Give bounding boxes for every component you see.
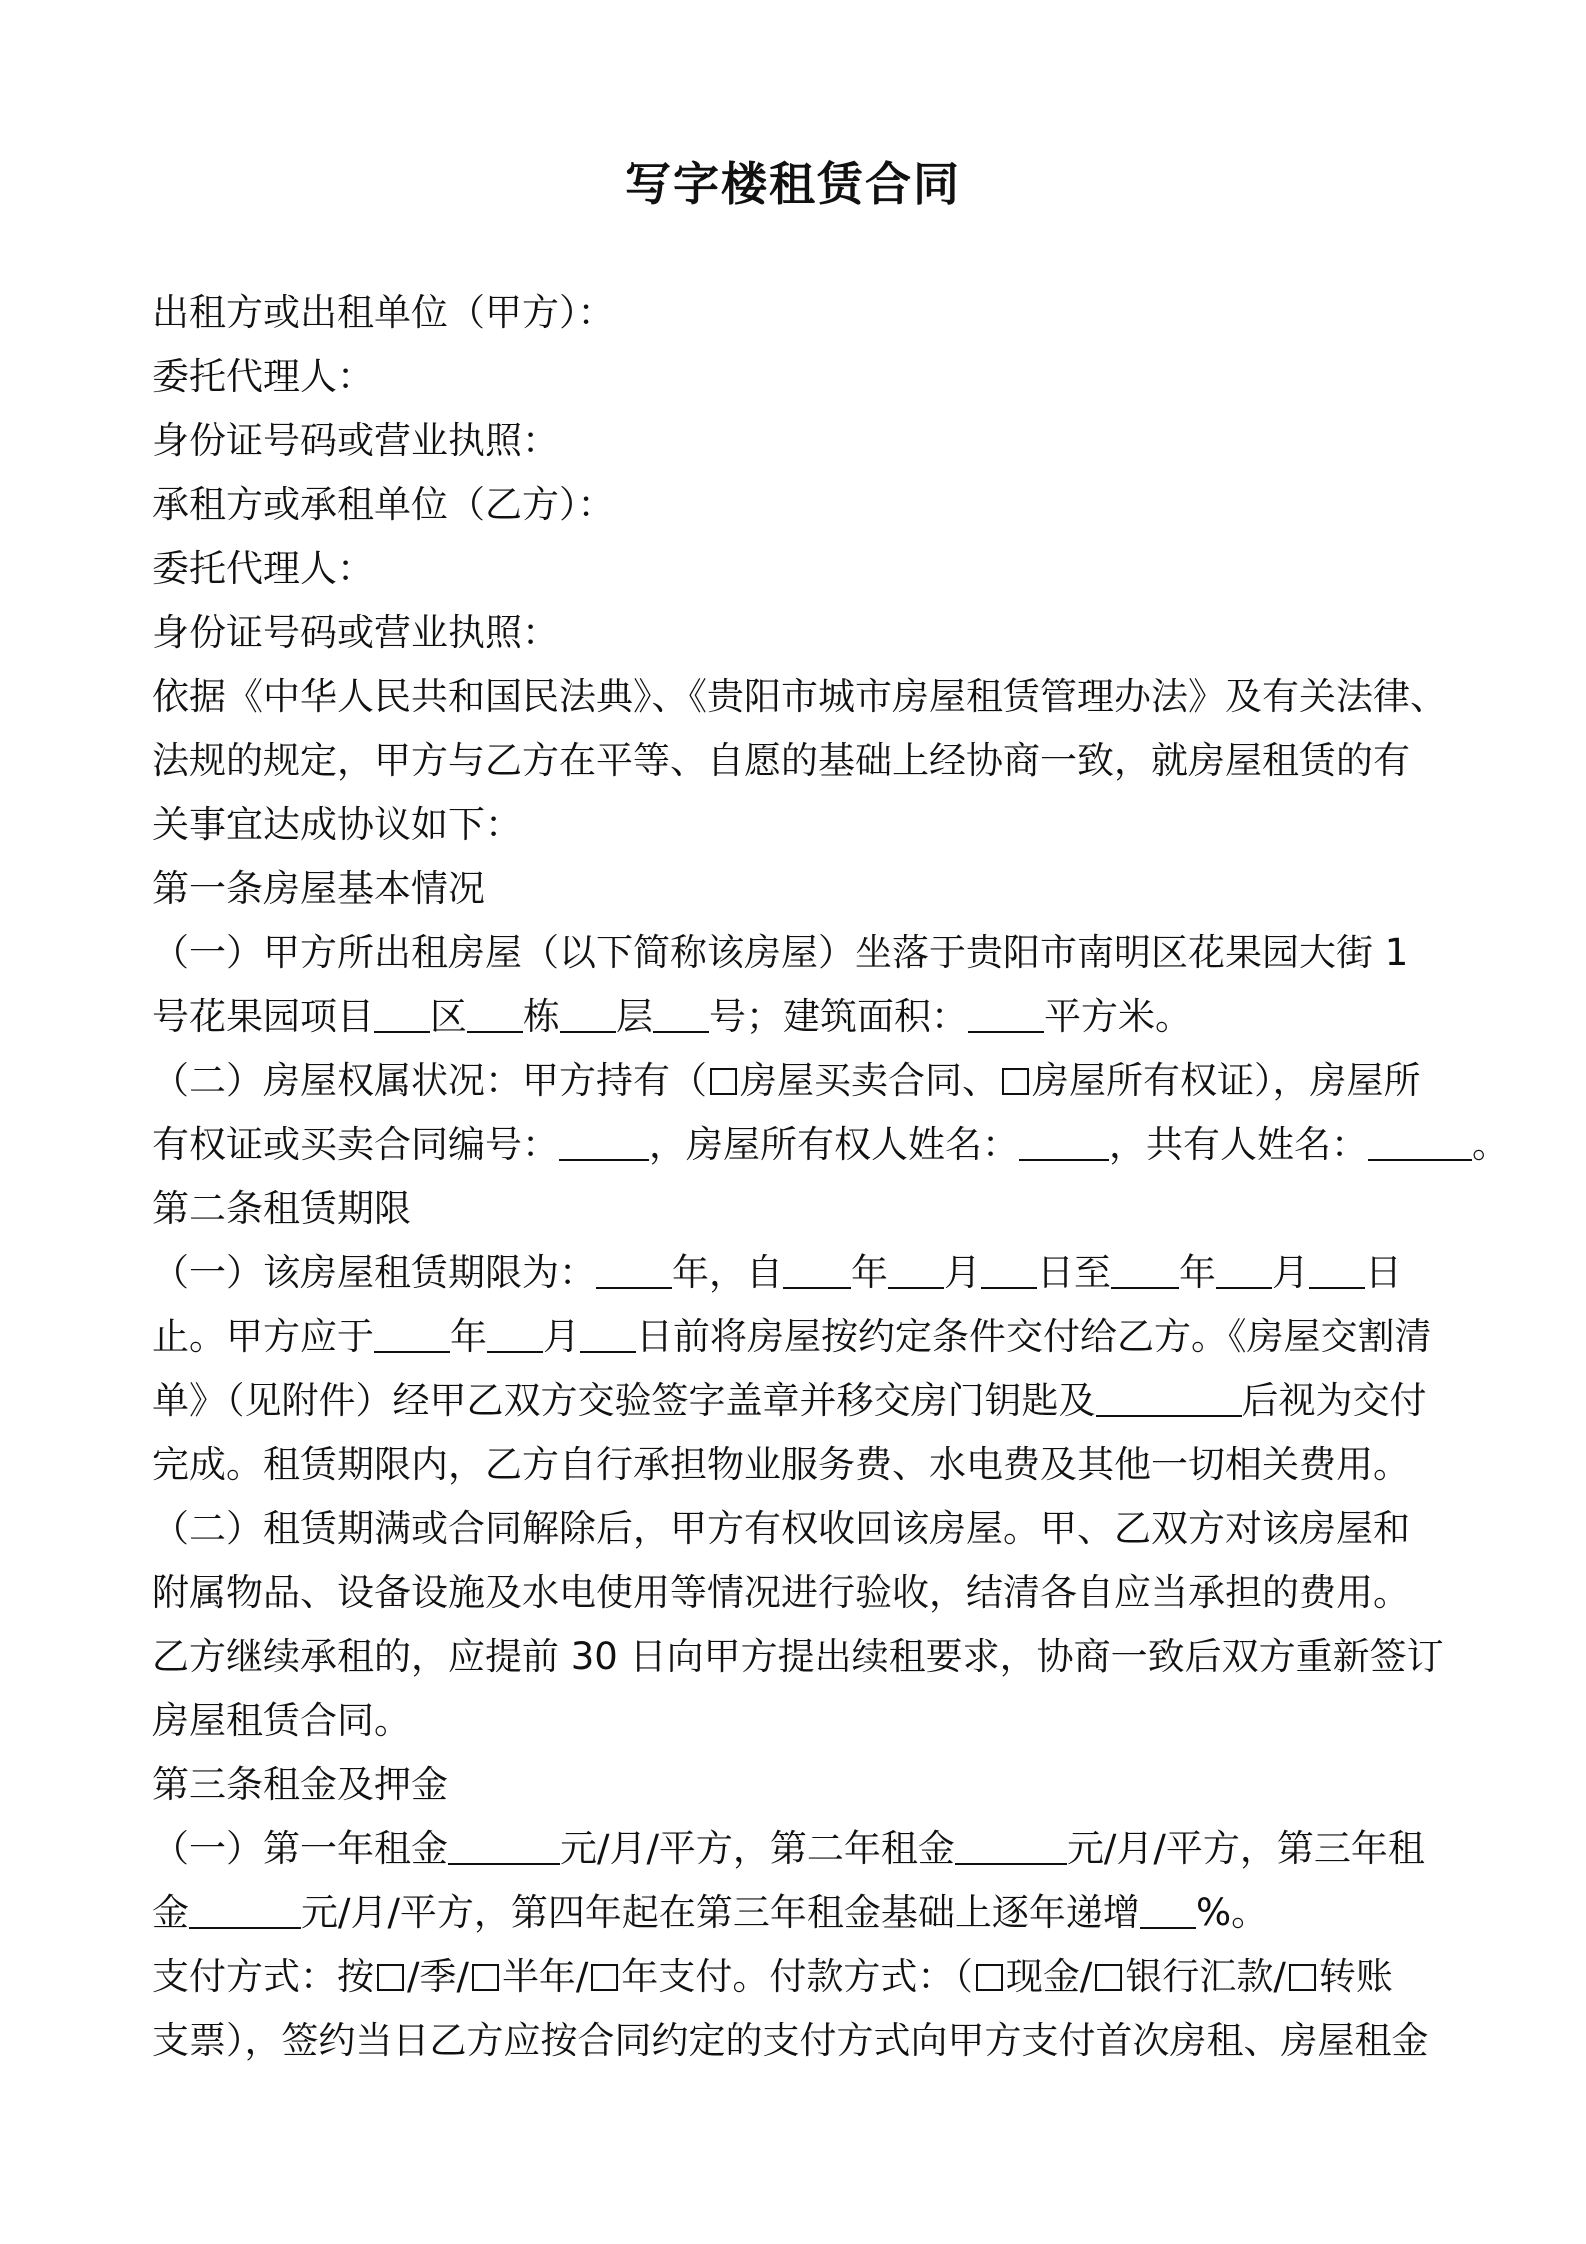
fill-in-blank[interactable]	[580, 1317, 636, 1353]
line-text: 日至	[1037, 1251, 1111, 1294]
line-text: 年支付。付款方式：（	[621, 1955, 973, 1998]
line-text: 月	[1272, 1251, 1309, 1294]
line-text: 区	[430, 995, 467, 1038]
line-text: 银行汇款/	[1125, 1955, 1286, 1998]
line-text: 层	[616, 995, 653, 1038]
checkbox[interactable]	[1095, 1964, 1122, 1991]
fill-in-blank[interactable]	[1368, 1125, 1472, 1161]
fill-in-blank[interactable]	[1019, 1125, 1109, 1161]
line-text: 元/月/平方，第二年租金	[560, 1827, 955, 1870]
fill-in-blank[interactable]	[1216, 1253, 1272, 1289]
contract-line: 关事宜达成协议如下：	[152, 803, 522, 846]
fill-in-blank[interactable]	[955, 1829, 1067, 1865]
fill-in-blank[interactable]	[1309, 1253, 1365, 1289]
line-text: ，共有人姓名：	[1109, 1123, 1368, 1166]
contract-line: （一）甲方所出租房屋（以下简称该房屋）坐落于贵阳市南明区花果园大街 1	[152, 931, 1409, 974]
fill-in-blank[interactable]	[374, 1317, 450, 1353]
fill-in-blank[interactable]	[1140, 1893, 1196, 1929]
line-text: 平方米。	[1044, 995, 1192, 1038]
fill-in-blank[interactable]	[1096, 1381, 1242, 1417]
fill-in-blank[interactable]	[783, 1253, 851, 1289]
contract-line: 委托代理人：	[152, 355, 374, 398]
line-text: 日	[1365, 1251, 1402, 1294]
fill-in-blank[interactable]	[374, 997, 430, 1033]
line-text: 号花果园项目	[152, 995, 374, 1038]
line-text: （二）房屋权属状况：甲方持有（	[152, 1059, 707, 1102]
line-text: 日前将房屋按约定条件交付给乙方。《房屋交割清	[636, 1315, 1432, 1358]
line-text: %。	[1195, 1891, 1269, 1934]
fill-in-blank[interactable]	[968, 997, 1044, 1033]
fill-in-blank[interactable]	[487, 1317, 543, 1353]
fill-in-blank[interactable]	[467, 997, 523, 1033]
line-text: 年，自	[672, 1251, 783, 1294]
contract-body	[152, 281, 1509, 2073]
contract-line: 承租方或承租单位（乙方）：	[152, 483, 615, 526]
contract-line	[152, 1241, 1452, 1305]
fill-in-blank[interactable]	[888, 1253, 944, 1289]
line-text: 号；建筑面积：	[709, 995, 968, 1038]
contract-line: 身份证号码或营业执照：	[152, 611, 559, 654]
line-text: 后视为交付	[1241, 1379, 1427, 1422]
contract-line: 支票），签约当日乙方应按合同约定的支付方式向甲方支付首次房租、房屋租金	[152, 2019, 1429, 2062]
line-text: 转账	[1318, 1955, 1393, 1998]
line-text: 半年/	[501, 1955, 589, 1998]
line-text: 月	[944, 1251, 981, 1294]
line-text: 止。甲方应于	[152, 1315, 374, 1358]
line-text: 支付方式：按	[152, 1955, 374, 1998]
contract-line	[152, 1369, 1452, 1433]
line-text: 。	[1472, 1123, 1509, 1166]
line-text: 有权证或买卖合同编号：	[152, 1123, 559, 1166]
fill-in-blank[interactable]	[653, 997, 709, 1033]
line-text: （一）该房屋租赁期限为：	[152, 1251, 596, 1294]
contract-line	[152, 1881, 1452, 1945]
line-text: 房屋所有权证），房屋所	[1032, 1059, 1421, 1102]
contract-line	[152, 985, 1452, 1049]
contract-line	[152, 1945, 1452, 2009]
fill-in-blank[interactable]	[1111, 1253, 1179, 1289]
fill-in-blank[interactable]	[560, 997, 616, 1033]
contract-line: 法规的规定，甲方与乙方在平等、自愿的基础上经协商一致，就房屋租赁的有	[152, 739, 1410, 782]
fill-in-blank[interactable]	[189, 1893, 301, 1929]
contract-line: 依据《中华人民共和国民法典》、《贵阳市城市房屋租赁管理办法》及有关法律、	[152, 675, 1447, 718]
line-text: 房屋买卖合同、	[740, 1059, 999, 1102]
contract-line: 出租方或出租单位（甲方）：	[152, 291, 615, 334]
line-text: 年	[1179, 1251, 1216, 1294]
contract-line	[152, 1113, 1509, 1177]
fill-in-blank[interactable]	[448, 1829, 560, 1865]
line-text: 年	[851, 1251, 888, 1294]
line-text: 元/月/平方，第三年租	[1066, 1827, 1425, 1870]
checkbox[interactable]	[1289, 1964, 1316, 1991]
contract-line: 完成。租赁期限内，乙方自行承担物业服务费、水电费及其他一切相关费用。	[152, 1443, 1410, 1486]
checkbox[interactable]	[1002, 1068, 1029, 1095]
line-text: 栋	[523, 995, 560, 1038]
contract-line	[152, 1049, 1452, 1113]
contract-line	[152, 1305, 1452, 1369]
contract-line: 乙方继续承租的，应提前 30 日向甲方提出续租要求，协商一致后双方重新签订	[152, 1635, 1444, 1678]
checkbox[interactable]	[377, 1964, 404, 1991]
contract-line	[152, 1817, 1452, 1881]
line-text: 元/月/平方，第四年起在第三年租金基础上逐年递增	[301, 1891, 1140, 1934]
fill-in-blank[interactable]	[596, 1253, 672, 1289]
checkbox[interactable]	[710, 1068, 737, 1095]
checkbox[interactable]	[472, 1964, 499, 1991]
contract-line: 委托代理人：	[152, 547, 374, 590]
line-text: 年	[450, 1315, 487, 1358]
contract-line: （二）租赁期满或合同解除后，甲方有权收回该房屋。甲、乙双方对该房屋和	[152, 1507, 1410, 1550]
document-title: 写字楼租赁合同	[625, 157, 961, 211]
contract-line: 身份证号码或营业执照：	[152, 419, 559, 462]
line-text: 金	[152, 1891, 189, 1934]
section-heading: 第一条房屋基本情况	[152, 867, 485, 910]
section-heading: 第二条租赁期限	[152, 1187, 411, 1230]
line-text: 单》（见附件）经甲乙双方交验签字盖章并移交房门钥匙及	[152, 1379, 1096, 1422]
section-heading: 第三条租金及押金	[152, 1763, 448, 1806]
checkbox[interactable]	[591, 1964, 618, 1991]
fill-in-blank[interactable]	[559, 1125, 649, 1161]
contract-line: 附属物品、设备设施及水电使用等情况进行验收，结清各自应当承担的费用。	[152, 1571, 1410, 1614]
line-text: （一）第一年租金	[152, 1827, 448, 1870]
line-text: /季/	[407, 1955, 469, 1998]
line-text: 现金/	[1005, 1955, 1093, 1998]
fill-in-blank[interactable]	[981, 1253, 1037, 1289]
line-text: 月	[543, 1315, 580, 1358]
line-text: ，房屋所有权人姓名：	[649, 1123, 1019, 1166]
contract-line: 房屋租赁合同。	[152, 1699, 411, 1742]
checkbox[interactable]	[976, 1964, 1003, 1991]
